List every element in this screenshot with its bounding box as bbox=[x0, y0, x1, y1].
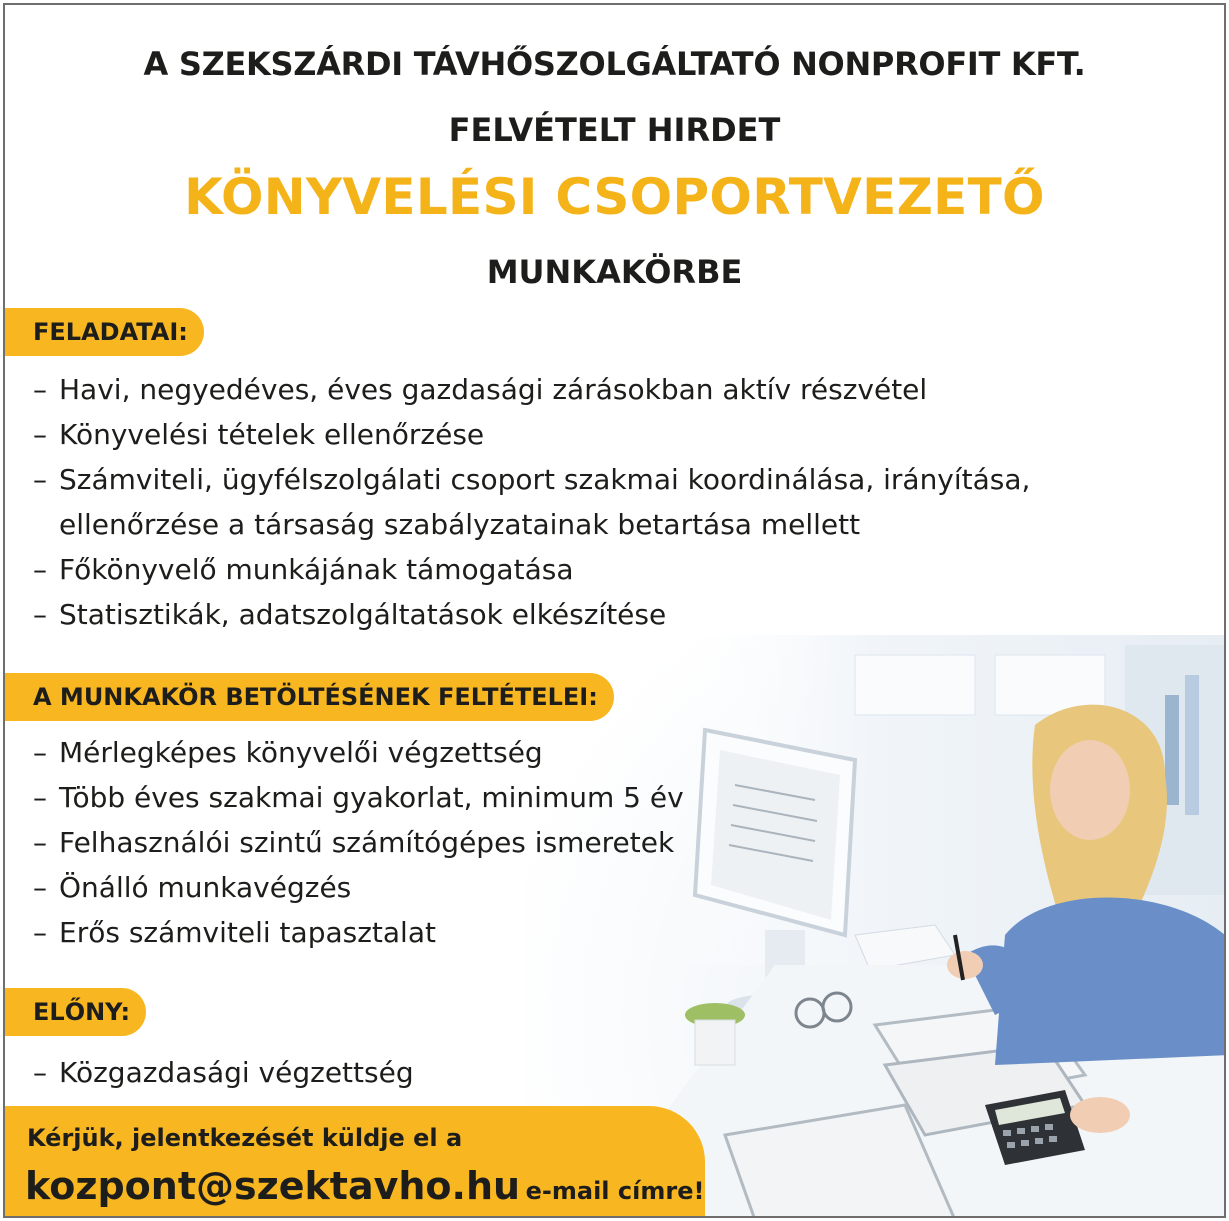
list-item: – Több éves szakmai gyakorlat, minimum 5 év bbox=[33, 781, 684, 814]
requirements-heading: A MUNKAKÖR BETÖLTÉSÉNEK FELTÉTELEI: bbox=[5, 673, 614, 721]
list-item: – Főkönyvelő munkájának támogatása bbox=[33, 553, 574, 586]
apply-email-line bbox=[25, 1164, 704, 1208]
position-title: KÖNYVELÉSI CSOPORTVEZETŐ bbox=[184, 168, 1045, 226]
position-suffix: MUNKAKÖRBE bbox=[486, 253, 743, 291]
requirements-list bbox=[33, 730, 684, 955]
list-item: – Számviteli, ügyfélszolgálati csoport szakmai koordinálása, irányítása, bbox=[33, 463, 1031, 496]
apply-instruction: Kérjük, jelentkezését küldje el a bbox=[27, 1124, 463, 1152]
list-item: – Közgazdasági végzettség bbox=[33, 1056, 414, 1089]
apply-footer bbox=[5, 1106, 705, 1218]
tasks-list bbox=[33, 367, 1030, 637]
list-item: – Könyvelési tételek ellenőrzése bbox=[33, 418, 485, 451]
email-link[interactable]: kozpont@szektavho.hu bbox=[25, 1164, 521, 1208]
list-item-continuation: ellenőrzése a társaság szabályzatainak betartása mellett bbox=[59, 508, 861, 541]
list-item: – Mérlegképes könyvelői végzettség bbox=[33, 736, 543, 769]
advantage-list bbox=[33, 1050, 414, 1095]
list-item: – Statisztikák, adatszolgáltatások elkészítése bbox=[33, 598, 667, 631]
list-item: – Felhasználói szintű számítógépes ismeretek bbox=[33, 826, 675, 859]
list-item: – Havi, negyedéves, éves gazdasági zárásokban aktív részvétel bbox=[33, 373, 928, 406]
list-item: – Önálló munkavégzés bbox=[33, 871, 352, 904]
advantage-heading: ELŐNY: bbox=[5, 988, 146, 1036]
job-ad bbox=[3, 3, 1226, 1218]
company-name: A SZEKSZÁRDI TÁVHŐSZOLGÁLTATÓ NONPROFIT KFT. bbox=[143, 45, 1086, 83]
email-suffix: e-mail címre! bbox=[525, 1177, 705, 1205]
announcement: FELVÉTELT HIRDET bbox=[448, 111, 781, 149]
list-item: – Erős számviteli tapasztalat bbox=[33, 916, 436, 949]
tasks-heading: FELADATAI: bbox=[5, 308, 204, 356]
